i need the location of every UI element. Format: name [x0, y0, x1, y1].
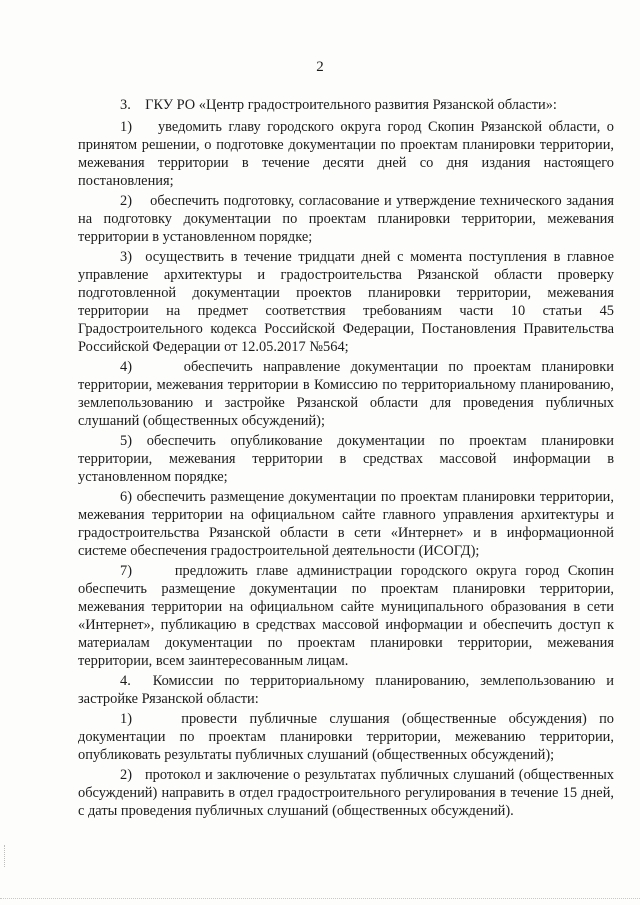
document-body: [78, 96, 614, 822]
section-3-item-2: 2) обеспечить подготовку, согласование и утверждение технического задания на подготовку документации по проектам планировки территории, межевания территории в установленном порядке;: [78, 193, 614, 245]
section-3-item-3: 3) осуществить в течение тридцати дней с момента поступления в главное управление архитектуры и градостроительства Рязанской области проверку подготовленной документации проектов планировки территории, межевания территории на предмет соответствия требованиям части 10 статьи 45 Градостроительного кодекса Российской Федерации, Постановления Правительства Российской Федерации от 12.05.2017 №564;: [78, 249, 614, 355]
section-4-heading: 4. Комиссии по территориальному планированию, землепользованию и застройке Рязанской области:: [78, 673, 614, 707]
section-4-item-1: 1) провести публичные слушания (общественные обсуждения) по документации по проектам планировки территории, межеванию территории, опубликовать результаты публичных слушаний (общественных обсуждений);: [78, 711, 614, 763]
section-3-item-6: 6) обеспечить размещение документации по проектам планировки территории, межевания территории на официальном сайте главного управления архитектуры и градостроительства Рязанской области в сети «Интернет» и в информационной системе обеспечения градостроительной деятельности (ИСОГД);: [78, 489, 614, 559]
page-number: 2: [316, 59, 324, 75]
section-3-item-7: 7) предложить главе администрации городского округа город Скопин обеспечить размещение документации по проектам планировки территории, межевания территории на официальном сайте муниципального образования в сети «Интернет», публикацию в средствах массовой информации и обеспечить доступ к материалам документации по проектам планировки территории, межевания территории, всем заинтересованным лицам.: [78, 563, 614, 669]
section-3-heading: 3. ГКУ РО «Центр градостроительного развития Рязанской области»:: [120, 97, 557, 113]
scan-margin-mark: [4, 845, 7, 867]
section-3-item-4: 4) обеспечить направление документации по проектам планировки территории, межевания территории в Комиссию по территориальному планированию, землепользованию и застройке Рязанской области для проведения публичных слушаний (общественных обсуждений);: [78, 359, 614, 429]
scan-bottom-edge: [0, 898, 640, 899]
section-3-item-1: 1) уведомить главу городского округа город Скопин Рязанской области, о принятом решении, о подготовке документации по проектам планировки территории, межевания территории в течение десяти дней со дня издания настоящего постановления;: [78, 119, 614, 189]
section-4-item-2: 2) протокол и заключение о результатах публичных слушаний (общественных обсуждений) направить в отдел градостроительного регулирования в течение 15 дней, с даты проведения публичных слушаний (общественных обсуждений).: [78, 767, 614, 819]
section-3-item-5: 5) обеспечить опубликование документации по проектам планировки территории, межевания территории в средствах массовой информации в установленном порядке;: [78, 433, 614, 485]
